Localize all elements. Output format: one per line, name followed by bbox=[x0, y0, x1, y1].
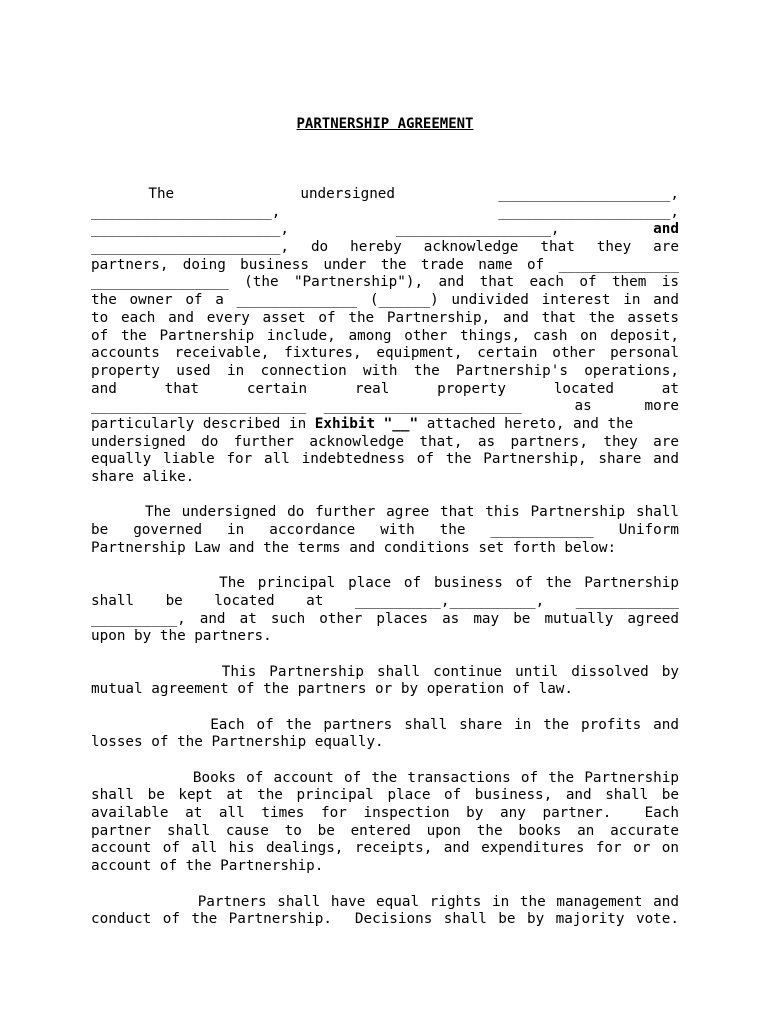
text-line: Partners shall have equal rights in the management and bbox=[91, 893, 679, 910]
text-line: of the Partnership include, among other things, cash on deposit, bbox=[91, 327, 679, 344]
text-line: equally liable for all indebtedness of the Partnership, share and bbox=[91, 451, 679, 468]
text-line: account of the Partnership. bbox=[91, 858, 324, 875]
text-line: available at all times for inspection by any partner. Each bbox=[91, 805, 679, 822]
text-line: undersigned do further acknowledge that, as partners, they are bbox=[91, 433, 679, 450]
paragraph-gap bbox=[91, 557, 679, 575]
page-title: PARTNERSHIP AGREEMENT bbox=[296, 116, 474, 132]
text-line: The undersigned do further agree that this Partnership shall bbox=[91, 504, 679, 521]
paragraph-books-of-account bbox=[91, 770, 679, 876]
bold-and: and bbox=[653, 221, 679, 238]
text-line: partners, doing business under the trade name of ______________ bbox=[91, 256, 679, 273]
text-line: shall be kept at the principal place of business, and shall be bbox=[91, 787, 679, 804]
text-line: losses of the Partnership equally. bbox=[91, 734, 384, 751]
text-line: and that certain real property located at bbox=[91, 380, 679, 397]
text-line: be governed in accordance with the ____________ Uniform bbox=[91, 522, 679, 539]
text-line: shall be located at __________,__________, ____________ bbox=[91, 592, 679, 609]
text-line: share alike. bbox=[91, 469, 195, 485]
text-line: The principal place of business of the Partnership bbox=[91, 575, 679, 592]
text-line: This Partnership shall continue until dissolved by bbox=[91, 663, 679, 680]
paragraph-duration bbox=[91, 664, 679, 699]
paragraph-place-of-business bbox=[91, 575, 679, 646]
text-line: conduct of the Partnership. Decisions shall be by majority vote. bbox=[91, 911, 679, 928]
document-body bbox=[91, 186, 679, 929]
text-line: upon by the partners. bbox=[91, 628, 272, 645]
text-line: partner shall cause to be entered upon the books an accurate bbox=[91, 822, 679, 839]
paragraph-gap bbox=[91, 876, 679, 894]
text-line: ________________ (the "Partnership"), and that each of them is bbox=[91, 274, 679, 291]
paragraph-gap bbox=[91, 487, 679, 505]
text-line: ______________________, do hereby acknowledge that they are bbox=[91, 239, 679, 256]
text-line bbox=[91, 221, 679, 239]
text-fragment: particularly described in bbox=[91, 415, 315, 432]
paragraph-gap bbox=[91, 752, 679, 770]
text-line: to each and every asset of the Partnership, and that the assets bbox=[91, 309, 679, 326]
text-line: account of all his dealings, receipts, and expenditures for or on bbox=[91, 840, 679, 857]
paragraph-gap bbox=[91, 646, 679, 664]
paragraph-management bbox=[91, 894, 679, 929]
paragraph-gap bbox=[91, 699, 679, 717]
text-line: _____________________, ____________________, bbox=[91, 203, 679, 220]
exhibit-reference: Exhibit "__" bbox=[314, 415, 419, 432]
text-line: __________, and at such other places as may be mutually agreed bbox=[91, 610, 679, 627]
paragraph-partners bbox=[91, 186, 679, 487]
text-line bbox=[91, 416, 679, 434]
text-fragment: attached hereto, and the bbox=[418, 415, 634, 432]
paragraph-profits bbox=[91, 717, 679, 752]
text-line: mutual agreement of the partners or by operation of law. bbox=[91, 681, 574, 698]
text-line: Partnership Law and the terms and conditions set forth below: bbox=[91, 539, 617, 556]
text-line: Books of account of the transactions of the Partnership bbox=[91, 769, 679, 786]
text-fragment: ______________________, __________________, bbox=[91, 221, 654, 238]
text-line: accounts receivable, fixtures, equipment, certain other personal bbox=[91, 345, 679, 362]
text-line: property used in connection with the Partnership's operations, bbox=[91, 362, 679, 379]
text-line: Each of the partners shall share in the profits and bbox=[91, 716, 679, 733]
text-line: The undersigned ____________________, bbox=[91, 186, 679, 202]
text-line: the owner of a ______________ (______) undivided interest in and bbox=[91, 292, 679, 309]
paragraph-governing-law bbox=[91, 504, 679, 557]
text-line: _________________________ _______________________ as more bbox=[91, 398, 679, 415]
